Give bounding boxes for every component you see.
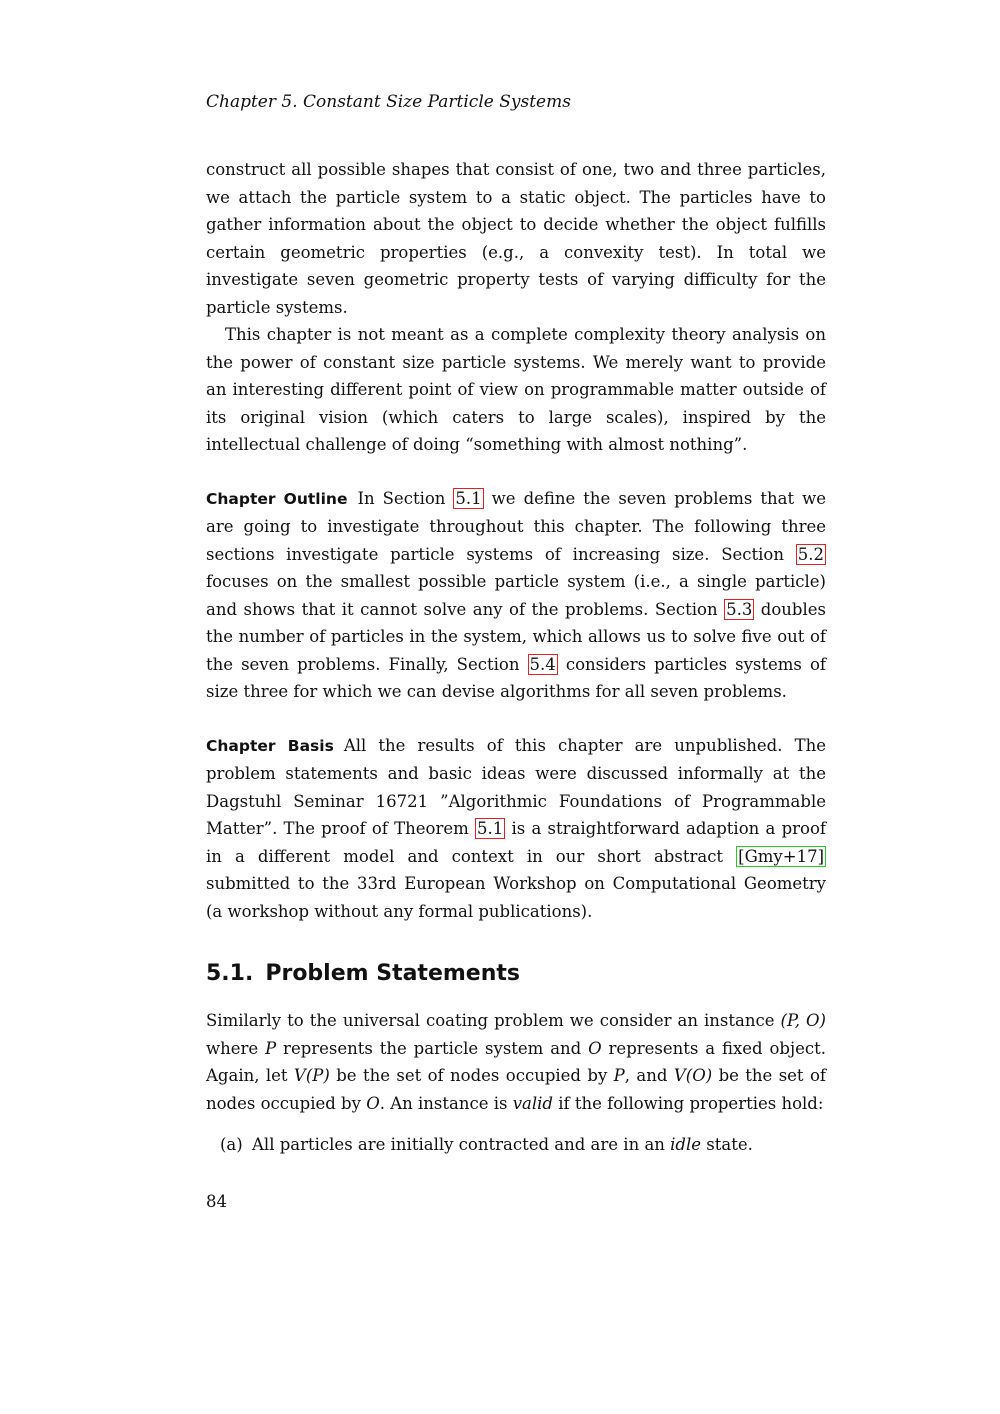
problem-text-1: Similarly to the universal coating problem we consider an instance: [206, 1011, 781, 1030]
outline-text-3: focuses on the smallest possible particle system (i.e., a single particle) and shows that it cannot solve any of the problems. Section: [206, 572, 826, 619]
document-page: [206, 0, 826, 1414]
basis-text-2: is a straightforward adaption a proof in a different model and context in our short abstract: [206, 819, 826, 866]
list-item-text: [252, 1131, 753, 1159]
math-v-o: V(O): [673, 1066, 713, 1085]
section-ref-5-3-link[interactable]: 5.3: [726, 599, 753, 619]
list-item-text-2: state.: [701, 1135, 753, 1154]
chapter-outline-heading: Chapter Outline: [206, 489, 348, 508]
list-item-text-1: All particles are initially contracted and are in an: [252, 1135, 671, 1154]
math-v-p: V(P): [293, 1066, 330, 1085]
math-instance-p-o: (P, O): [780, 1011, 826, 1030]
page-body: [206, 156, 826, 1159]
intro-paragraph-2: This chapter is not meant as a complete complexity theory analysis on the power of constant size particle systems. We merely want to provide an interesting different point of view on programmable matter outside of its original vision (which caters to large scales), inspired by the intellectual challenge of doing “something with almost nothing”.: [206, 325, 826, 454]
math-p-2: P: [613, 1066, 625, 1085]
section-number: 5.1.: [206, 961, 254, 986]
section-title: Problem Statements: [265, 961, 520, 986]
outline-text-4: doubles the number of particles in the system, which allows us to solve five out of the seven problems. Finally, Section: [206, 599, 826, 674]
basis-text-3: submitted to the 33rd European Workshop on Computational Geometry (a workshop without any formal publications).: [206, 874, 826, 921]
chapter-basis-paragraph: [206, 732, 826, 926]
problem-text-5: be the set of nodes occupied by: [329, 1066, 614, 1085]
basis-text-1: All the results of this chapter are unpublished. The problem statements and basic ideas were discussed informally at the Dagstuhl Seminar 16721 ”Algorithmic Foundations of Programmable Matter”. The proof of Theorem: [206, 735, 826, 838]
citation-gmy17-link[interactable]: [Gmy+17]: [738, 846, 824, 866]
problem-text-2: where: [206, 1038, 266, 1058]
math-p: P: [265, 1038, 277, 1058]
outline-text-1: In Section: [357, 488, 454, 508]
problem-text-9: if the following properties hold:: [552, 1093, 824, 1113]
outline-text-2: we define the seven problems that we are going to investigate throughout this chapter. The following three sections investigate particle systems of increasing size. Section: [206, 488, 826, 564]
problem-text-8: . An instance is: [379, 1093, 513, 1113]
list-item-label: (a): [220, 1135, 243, 1154]
problem-text-7: be the set of nodes occupied by: [206, 1066, 826, 1113]
math-o: O: [588, 1038, 602, 1058]
theorem-ref-5-1-link[interactable]: 5.1: [476, 819, 504, 838]
emphasis-valid: valid: [512, 1093, 553, 1113]
outline-text-5: considers particles systems of size three for which we can devise algorithms for all seven problems.: [206, 654, 826, 701]
section-ref-5-2-link[interactable]: 5.2: [797, 544, 824, 564]
problem-text-3: represents the particle system and: [276, 1038, 589, 1058]
section-ref-5-1-link[interactable]: 5.1: [455, 488, 482, 508]
problem-statement-paragraph: [206, 1007, 826, 1117]
list-item: [220, 1131, 826, 1159]
problem-text-6: , and: [624, 1066, 674, 1085]
chapter-basis-heading: Chapter Basis: [206, 736, 334, 755]
problem-text-4: represents a fixed object. Again, let: [206, 1038, 826, 1085]
page-number: 84: [206, 1192, 227, 1211]
chapter-outline-paragraph: [206, 485, 826, 706]
intro-paragraph-1: construct all possible shapes that consist of one, two and three particles, we attach the particle system to a static object. The particles have to gather information about the object to decide whether the object fulfills certain geometric properties (e.g., a convexity test). In total we investigate seven geometric property tests of varying difficulty for the particle systems.: [206, 160, 826, 317]
emphasis-idle: idle: [670, 1135, 702, 1154]
math-o-2: O: [366, 1093, 380, 1113]
section-heading: [206, 959, 826, 989]
running-head: Chapter 5. Constant Size Particle Systems: [206, 92, 571, 112]
section-ref-5-4-link[interactable]: 5.4: [529, 654, 556, 674]
